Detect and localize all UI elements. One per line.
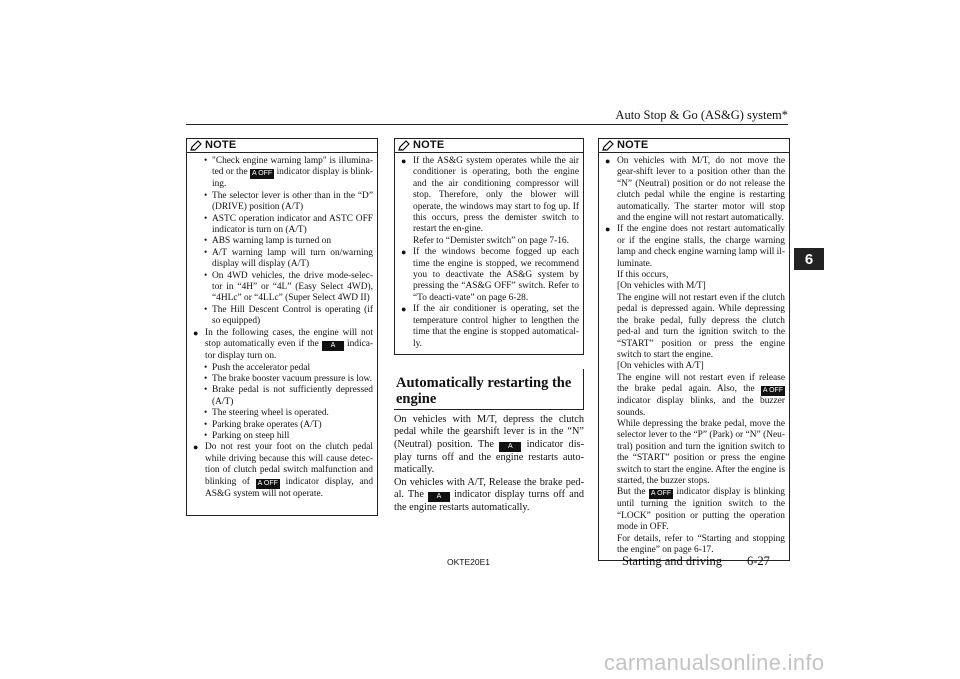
list-item: • "Check engine warning lamp" is illumina-ted or the A OFF indicator display is blink-ing. [204, 156, 374, 190]
running-header: Auto Stop & Go (AS&G) system* [615, 108, 788, 122]
footer-section: Starting and driving [622, 554, 722, 568]
list-item: ● If the air conditioner is operating, set the temperature control higher to lengthen the time that the engine is stopped automatical-ly. [401, 304, 579, 349]
body-text: While depressing the brake pedal, move the selector lever to the “P” (Park) or “N” (Neu-tral) position and turn the ignition switch to the “START” position or press the engine switch to start the engine. After the engine is started, the buzzer stops. [617, 418, 785, 486]
note-box-3 [598, 138, 790, 561]
note-label: NOTE [617, 138, 649, 151]
body-text: For details, refer to “Starting and stopping the engine” on page 6-17. [617, 533, 785, 555]
list-item: • The selector lever is other than in the “D” (DRIVE) position (A/T) [204, 190, 373, 213]
body-paragraph: On vehicles with A/T, Release the brake ped-al. The A indicator display turns off and the engine restarts automatically. [394, 476, 584, 513]
note-header [187, 139, 377, 153]
note-box-1 [186, 138, 378, 516]
as-g-off-indicator-icon: A OFF [762, 387, 784, 395]
watermark: carmanualsonline.info [604, 650, 825, 675]
list-item: ● On vehicles with M/T, do not move the gear-shift lever to a position other than the “N” (Neutral) position or do not release the clutch pedal while the engine is restarting automatically. The starter motor will stop and the engine will not restart automatically. [605, 156, 785, 224]
list-item: ● In the following cases, the engine will not stop automatically even if the A indica-tor display turn on. [193, 327, 374, 362]
body-paragraph: On vehicles with M/T, depress the clutch pedal while the gearshift lever is in the “N” (Neutral) position. The A indicator dis-play turns off and the engine restarts auto-matically. [394, 413, 584, 476]
note-header [599, 139, 789, 153]
header-rule [186, 124, 788, 125]
footer-code: OKTE20E1 [447, 557, 490, 567]
as-g-off-indicator-icon: A OFF [251, 170, 273, 178]
page-number: 6-27 [747, 554, 770, 568]
list-item: • Push the accelerator pedal [204, 362, 311, 373]
list-item: • Brake pedal is not sufficiently depressed (A/T) [204, 385, 373, 407]
as-g-indicator-icon: A [428, 492, 450, 502]
list-item: • Parking brake operates (A/T) [204, 419, 322, 430]
list-item: • On 4WD vehicles, the drive mode-selec-tor in “4H” or “4L” (Easy Select 4WD), “4HLc” or “4LLc” (Super Select 4WD II) [204, 270, 373, 304]
chapter-tab: 6 [794, 248, 824, 270]
list-item: • A/T warning lamp will turn on/warning display will display (A/T) [204, 247, 373, 270]
list-item: • The brake booster vacuum pressure is low. [204, 373, 373, 384]
note-pencil-icon [190, 140, 202, 151]
body-text: [On vehicles with A/T] [617, 361, 704, 372]
note-pencil-icon [398, 140, 410, 151]
list-item: ● Do not rest your foot on the clutch pedal while driving because this will cause detec-tion of clutch pedal switch malfunction and blinking of A OFF indicator display, and AS&G system will not operate. [193, 442, 374, 499]
as-g-indicator-icon: A [499, 442, 521, 452]
as-g-off-indicator-icon: A OFF [257, 479, 278, 487]
middle-column [394, 138, 584, 514]
body-text: If this occurs, [617, 270, 669, 281]
note-header [395, 139, 583, 153]
note-pencil-icon [602, 140, 614, 151]
body-text: [On vehicles with M/T] [617, 281, 706, 292]
body-text: The engine will not restart even if the clutch pedal is depressed again. While depressing the brake pedal, fully depress the clutch ped-al and turn the ignition switch to the “START” position or press the engine switch to start the engine. [617, 292, 785, 360]
body-text: The engine will not restart even if release the brake pedal again. Also, the A OFF indicator display blinks, and the buzzer sounds. [617, 372, 785, 418]
list-item: • ASTC operation indicator and ASTC OFF indicator is turn on (A/T) [204, 213, 373, 236]
body-text: But the A OFF indicator display is blinking until turning the ignition switch to the “LOCK” position or putting the operation mode in OFF. [617, 487, 785, 533]
cross-reference: Refer to “Demister switch” on page 7-16. [413, 235, 569, 246]
list-item: • The steering wheel is operated. [204, 408, 329, 419]
list-item: ● If the windows become fogged up each time the engine is stopped, we recommend you to deactivate the AS&G system by pressing the “AS&G OFF” switch. Refer to “To deacti-vate” on page 6-28. [401, 247, 579, 303]
list-item: • Parking on steep hill [204, 430, 290, 441]
list-item: • The Hill Descent Control is operating (if so equipped) [204, 304, 373, 327]
as-g-off-indicator-icon: A OFF [650, 490, 672, 498]
list-item: ● If the AS&G system operates while the air conditioner is operating, both the engine and the air conditioning compressor will stop. Therefore, only the blower will operate, the windows may start to fog up. If this occurs, press the demister switch to restart the en-gine. [401, 156, 579, 235]
as-g-indicator-icon: A [322, 341, 344, 351]
list-item: ● If the engine does not restart automatically or if the engine stalls, the charge warning lamp and check engine warning lamp will il-luminate. [605, 224, 785, 269]
list-item: • ABS warning lamp is turned on [204, 236, 332, 247]
note-label: NOTE [205, 138, 237, 151]
note-box-2 [394, 138, 584, 355]
section-title: Automatically restarting the engine [394, 369, 584, 410]
note-label: NOTE [413, 138, 445, 151]
